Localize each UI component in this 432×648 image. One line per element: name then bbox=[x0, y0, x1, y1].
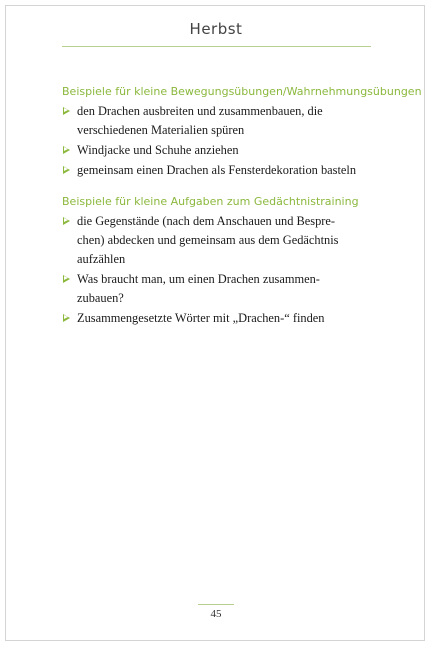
bullet-list bbox=[62, 102, 374, 180]
item-text-line: chen) abdecken und gemeinsam aus dem Gedächtnis bbox=[77, 233, 339, 247]
item-text-line: aufzählen bbox=[77, 252, 126, 266]
item-text-line: gemeinsam einen Drachen als Fensterdekoration basteln bbox=[77, 163, 357, 177]
triangle-bullet-icon bbox=[63, 146, 70, 154]
list-item bbox=[62, 270, 374, 308]
page-number: 45 bbox=[210, 608, 222, 620]
triangle-bullet-icon bbox=[63, 275, 70, 283]
section-memory-training bbox=[62, 194, 374, 328]
footer-divider bbox=[198, 604, 234, 605]
section-movement-exercises bbox=[62, 84, 422, 180]
header-divider bbox=[62, 46, 371, 47]
item-text-line: Was braucht man, um einen Drachen zusammen- bbox=[77, 272, 320, 286]
list-item bbox=[62, 141, 374, 160]
triangle-bullet-icon bbox=[63, 166, 70, 174]
list-item bbox=[62, 212, 374, 269]
triangle-bullet-icon bbox=[63, 107, 70, 115]
list-item bbox=[62, 102, 374, 140]
item-text-line: den Drachen ausbreiten und zusammenbauen, die bbox=[77, 104, 323, 118]
item-text-line: Zusammengesetzte Wörter mit „Drachen-“ finden bbox=[77, 311, 325, 325]
list-item bbox=[62, 161, 374, 180]
page-header-title: Herbst bbox=[189, 20, 243, 38]
item-text-line: Windjacke und Schuhe anziehen bbox=[77, 143, 239, 157]
item-text-line: verschiedenen Materialien spüren bbox=[77, 123, 245, 137]
bullet-list bbox=[62, 212, 374, 328]
list-item bbox=[62, 309, 374, 328]
triangle-bullet-icon bbox=[63, 217, 70, 225]
triangle-bullet-icon bbox=[63, 314, 70, 322]
page-content bbox=[62, 84, 422, 329]
item-text-line: zubauen? bbox=[77, 291, 124, 305]
item-text-line: die Gegenstände (nach dem Anschauen und Bespre- bbox=[77, 214, 336, 228]
section-heading: Beispiele für kleine Bewegungsübungen/Wahrnehmungsübungen bbox=[62, 85, 422, 98]
section-heading: Beispiele für kleine Aufgaben zum Gedächtnistraining bbox=[62, 195, 359, 208]
